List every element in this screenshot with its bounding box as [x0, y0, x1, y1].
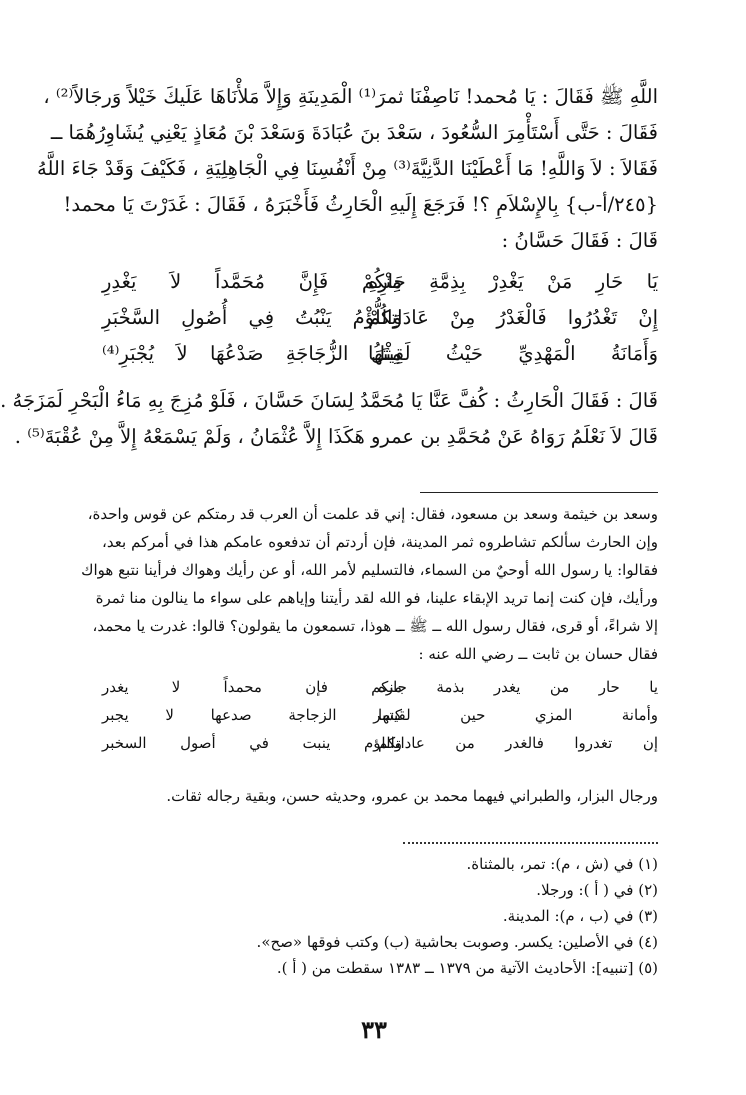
commentary-line: وإن الحارث سألكم تشاطروه ثمر المدينة، فإن أردتم أن تدفعوه عامكم هذا في أمركم بعد، [102, 533, 658, 551]
main-text-line: قَالَ : فَقَالَ الْحَارِثُ : كُفَّ عَنَّا يَا مُحَمَّدُ لِسَانَ حَسَّانَ ، فَلَوْ مُزِجَ بِهِ مَاءُ الْبَحْرِ لَمَزَجَهُ . [0, 389, 658, 412]
main-text-line: فَقَالاَ : لاَ وَاللَّهِ! مَا أَعْطَيْنَا الدَّنِيَّةَ⁽³⁾ مِنْ أَنْفُسِنَا فِي الْجَاهِلِيَةِ ، فَكَيْفَ وَقَدْ جَاءَ اللَّهُ [37, 157, 658, 180]
poem-second-hemistich: مِثْلُ الزُّجَاجَةِ صَدْعُهَا لاَ يُجْبَرِ⁽⁴⁾ [102, 342, 402, 365]
poem-first-hemistich: إن تغدروا فالغدر من عاداتكم [378, 734, 658, 752]
footnote: (٣) في (ب ، م): المدينة. [502, 907, 658, 925]
footnote: (٤) في الأصلين: يكسر. وصوبت بحاشية (ب) وكتب فوقها «صح». [256, 933, 658, 951]
poem-second-hemistich: كسر الزجاجة صدعها لا يجبر [102, 706, 402, 724]
poem-first-hemistich: إِنْ تَغْدُرُوا فَالْغَدْرُ مِنْ عَادَاتِكُمْ [368, 306, 658, 329]
poem-second-hemistich: منكم فإن محمداً لا يغدر [102, 678, 402, 696]
commentary-poem-verse [102, 734, 658, 762]
footnote: (٢) في ( أ ): ورجلا. [536, 881, 658, 899]
footnote: (١) في (ش ، م): تمر، بالمثناة. [466, 855, 658, 873]
main-text-line: {٢٤٥/أ-ب} بِالإِسْلاَمِ ؟! فَرَجَعَ إِلَيهِ الْحَارِثُ فَأَخْبَرَهُ ، فَقَالَ : غَدَرْتَ يَا محمد! [63, 193, 658, 216]
poem-first-hemistich: وَأَمَانَةُ الْمَهْدِيِّ حَيْثُ لَقِيتَهَا [368, 342, 658, 365]
notes-separator [403, 842, 658, 844]
footnote-separator [420, 492, 658, 493]
book-page [2, 0, 746, 1095]
page-number: ٣٣ [361, 1015, 387, 1044]
commentary-line: إلا شراءً، أو قرى، فقال رسول الله ــ ﷺ ــ هوذا، تسمعون ما يقولون؟ قالوا: غدرت يا محمد، [92, 617, 658, 635]
poem-second-hemistich: واللؤم ينبت في أصول السخبر [102, 734, 402, 752]
main-text-line: اللَّهِ ﷺ فَقَالَ : يَا مُحمد! نَاصِفْنَا ثمرَ⁽¹⁾ الْمَدِينَةِ وَإِلاَّ مَلأْنَاهَا عَلَيكَ خَيْلاً وَرجَالاً⁽²⁾ ، [43, 85, 658, 108]
poem-verse [102, 270, 658, 304]
poem-second-hemistich: مِنْكُمْ فَإِنَّ مُحَمَّداً لاَ يَغْدِرِ [102, 270, 402, 293]
poem-first-hemistich: يا حار من يغدر بذمة جاره [378, 678, 658, 696]
commentary-line: وسعد بن خيثمة وسعد بن مسعود، فقال: إني قد علمت أن العرب قد رمتكم عن قوس واحدة، [87, 505, 658, 523]
poem-first-hemistich: وأمانة المزي حين لقيتها [378, 706, 658, 724]
poem-verse [102, 342, 658, 376]
commentary-line: ورأيك، فإن كنت إنما تريد الإبقاء علينا، فو الله لقد رأيتنا وإياهم على سواء ما ينالون منا ثمرة [95, 589, 658, 607]
main-text-line: فَقَالَ : حَتَّى أَسْتَأْمِرَ السُّعُودَ ، سَعْدَ بنَ عُبَادَةَ وَسَعْدَ بْنَ مُعَاذٍ يَعْنِي يُشَاوِرُهُمَا ــ [50, 121, 658, 144]
commentary-poem-verse [102, 706, 658, 734]
footnote: (٥) [تنبيه]: الأحاديث الآتية من ١٣٧٩ ــ ١٣٨٣ سقطت من ( أ ). [276, 959, 658, 977]
commentary-line: فقال حسان بن ثابت ــ رضي الله عنه : [418, 645, 658, 663]
main-text-line: قَالَ لاَ نَعْلَمُ رَوَاهُ عَنْ مُحَمَّدِ بن عمرو هَكَذَا إِلاَّ عُثْمَانُ ، وَلَمْ يَسْمَعْهُ إِلاَّ مِنْ عُقْبَةَ⁽⁵⁾ . [14, 425, 658, 448]
commentary-line: فقالوا: يا رسول الله أوحيٌ من السماء، فالتسليم لأمر الله، أو عن رأيك وهواك فرأينا نتبع هواك [81, 561, 658, 579]
commentary-poem-verse [102, 678, 658, 706]
main-text-line: قَالَ : فَقَالَ حَسَّانُ : [501, 229, 658, 252]
poem-first-hemistich: يَا حَارِ مَنْ يَغْدِرْ بِذِمَّةِ جَارِهِ [368, 270, 658, 293]
commentary-line: ورجال البزار، والطبراني فيهما محمد بن عمرو، وحديثه حسن، وبقية رجاله ثقات. [166, 787, 658, 805]
poem-second-hemistich: وَاللُّؤْمُ يَنْبُتُ فِي أُصُولِ السَّخْبَرِ [102, 306, 402, 329]
poem-verse [102, 306, 658, 340]
